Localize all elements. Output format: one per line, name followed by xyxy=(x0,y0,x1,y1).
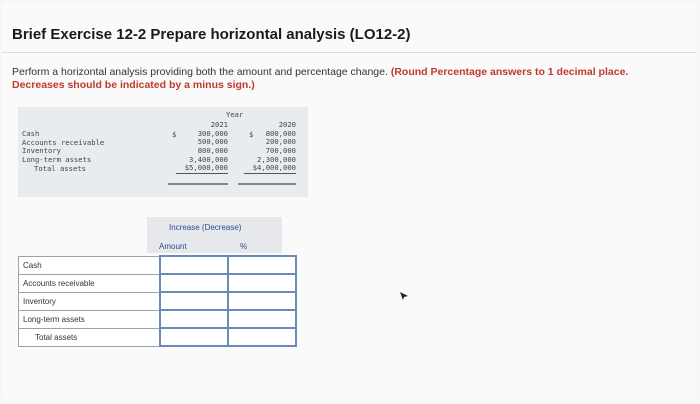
amount-input-lta[interactable] xyxy=(161,312,227,327)
amount-input-total[interactable] xyxy=(161,330,227,345)
instructions-emphasis: (Round Percentage answers to 1 decimal place. Decreases should be indicated by a minus sign.) xyxy=(12,66,629,91)
column-2021 xyxy=(170,121,228,173)
percent-input-lta[interactable] xyxy=(229,312,295,327)
column-2020 xyxy=(240,121,296,173)
table-row xyxy=(19,292,297,310)
value-ar-2021: 500,000 xyxy=(197,137,228,147)
amount-cell-total[interactable] xyxy=(160,328,228,346)
table-row xyxy=(19,256,297,274)
amount-cell-cash[interactable] xyxy=(160,256,228,274)
row-label-cash: Cash xyxy=(19,256,161,274)
percent-column-header: % xyxy=(240,242,248,251)
percent-cell-inventory[interactable] xyxy=(228,292,296,310)
currency-2021: $ xyxy=(172,130,177,139)
subtotal-underline-2020 xyxy=(244,173,296,174)
given-label-inventory: Inventory xyxy=(22,146,61,156)
table-row xyxy=(19,328,297,346)
col-header-2020: 2020 xyxy=(278,120,296,129)
col-header-2021: 2021 xyxy=(210,120,228,129)
percent-cell-lta[interactable] xyxy=(228,310,296,328)
given-data-table xyxy=(18,107,308,197)
value-lta-2021: 3,400,000 xyxy=(189,154,228,164)
given-label-ar: Accounts receivable xyxy=(22,137,105,147)
increase-decrease-header: Increase (Decrease) xyxy=(169,223,242,232)
percent-cell-total[interactable] xyxy=(228,328,296,346)
row-label-lta: Long-term assets xyxy=(19,310,161,328)
amount-input-inventory[interactable] xyxy=(161,294,227,309)
instructions-text: Perform a horizontal analysis providing both the amount and percentage change. xyxy=(12,66,388,78)
amount-input-ar[interactable] xyxy=(161,276,227,291)
given-row-labels xyxy=(22,130,104,173)
subtotal-underline-2021 xyxy=(176,173,228,174)
total-double-underline-2021 xyxy=(168,183,228,185)
percent-input-inventory[interactable] xyxy=(229,294,295,309)
amount-cell-ar[interactable] xyxy=(160,274,228,292)
value-inventory-2021: 800,000 xyxy=(197,146,228,156)
table-row xyxy=(19,310,297,328)
year-header: Year xyxy=(226,110,244,119)
value-total-2021: $5,000,000 xyxy=(184,163,228,173)
answer-header xyxy=(147,217,282,253)
amount-cell-inventory[interactable] xyxy=(160,292,228,310)
given-label-cash: Cash xyxy=(22,129,40,138)
value-inventory-2020: 700,000 xyxy=(265,146,296,156)
percent-cell-cash[interactable] xyxy=(228,256,296,274)
row-label-total: Total assets xyxy=(19,328,161,346)
mouse-pointer-icon xyxy=(400,292,408,300)
amount-cell-lta[interactable] xyxy=(160,310,228,328)
percent-cell-ar[interactable] xyxy=(228,274,296,292)
table-row xyxy=(19,274,297,292)
given-label-total: Total assets xyxy=(34,163,86,173)
instructions xyxy=(12,66,682,92)
row-label-ar: Accounts receivable xyxy=(19,274,161,292)
title-divider xyxy=(2,52,697,53)
percent-input-ar[interactable] xyxy=(229,276,295,291)
value-lta-2020: 2,300,000 xyxy=(257,154,296,164)
given-label-lta: Long-term assets xyxy=(22,155,92,165)
total-double-underline-2020 xyxy=(238,183,296,185)
percent-input-total[interactable] xyxy=(229,330,295,345)
currency-2020: $ xyxy=(249,130,254,139)
amount-column-header: Amount xyxy=(159,242,187,251)
value-ar-2020: 200,000 xyxy=(265,137,296,147)
answer-table xyxy=(18,255,297,347)
page-title: Brief Exercise 12-2 Prepare horizontal analysis (LO12-2) xyxy=(12,26,411,43)
row-label-inventory: Inventory xyxy=(19,292,161,310)
value-cash-2020: 800,000 xyxy=(265,128,296,138)
amount-input-cash[interactable] xyxy=(161,258,227,273)
percent-input-cash[interactable] xyxy=(229,258,295,273)
value-total-2020: $4,000,000 xyxy=(252,163,296,173)
value-cash-2021: 300,000 xyxy=(197,128,228,138)
